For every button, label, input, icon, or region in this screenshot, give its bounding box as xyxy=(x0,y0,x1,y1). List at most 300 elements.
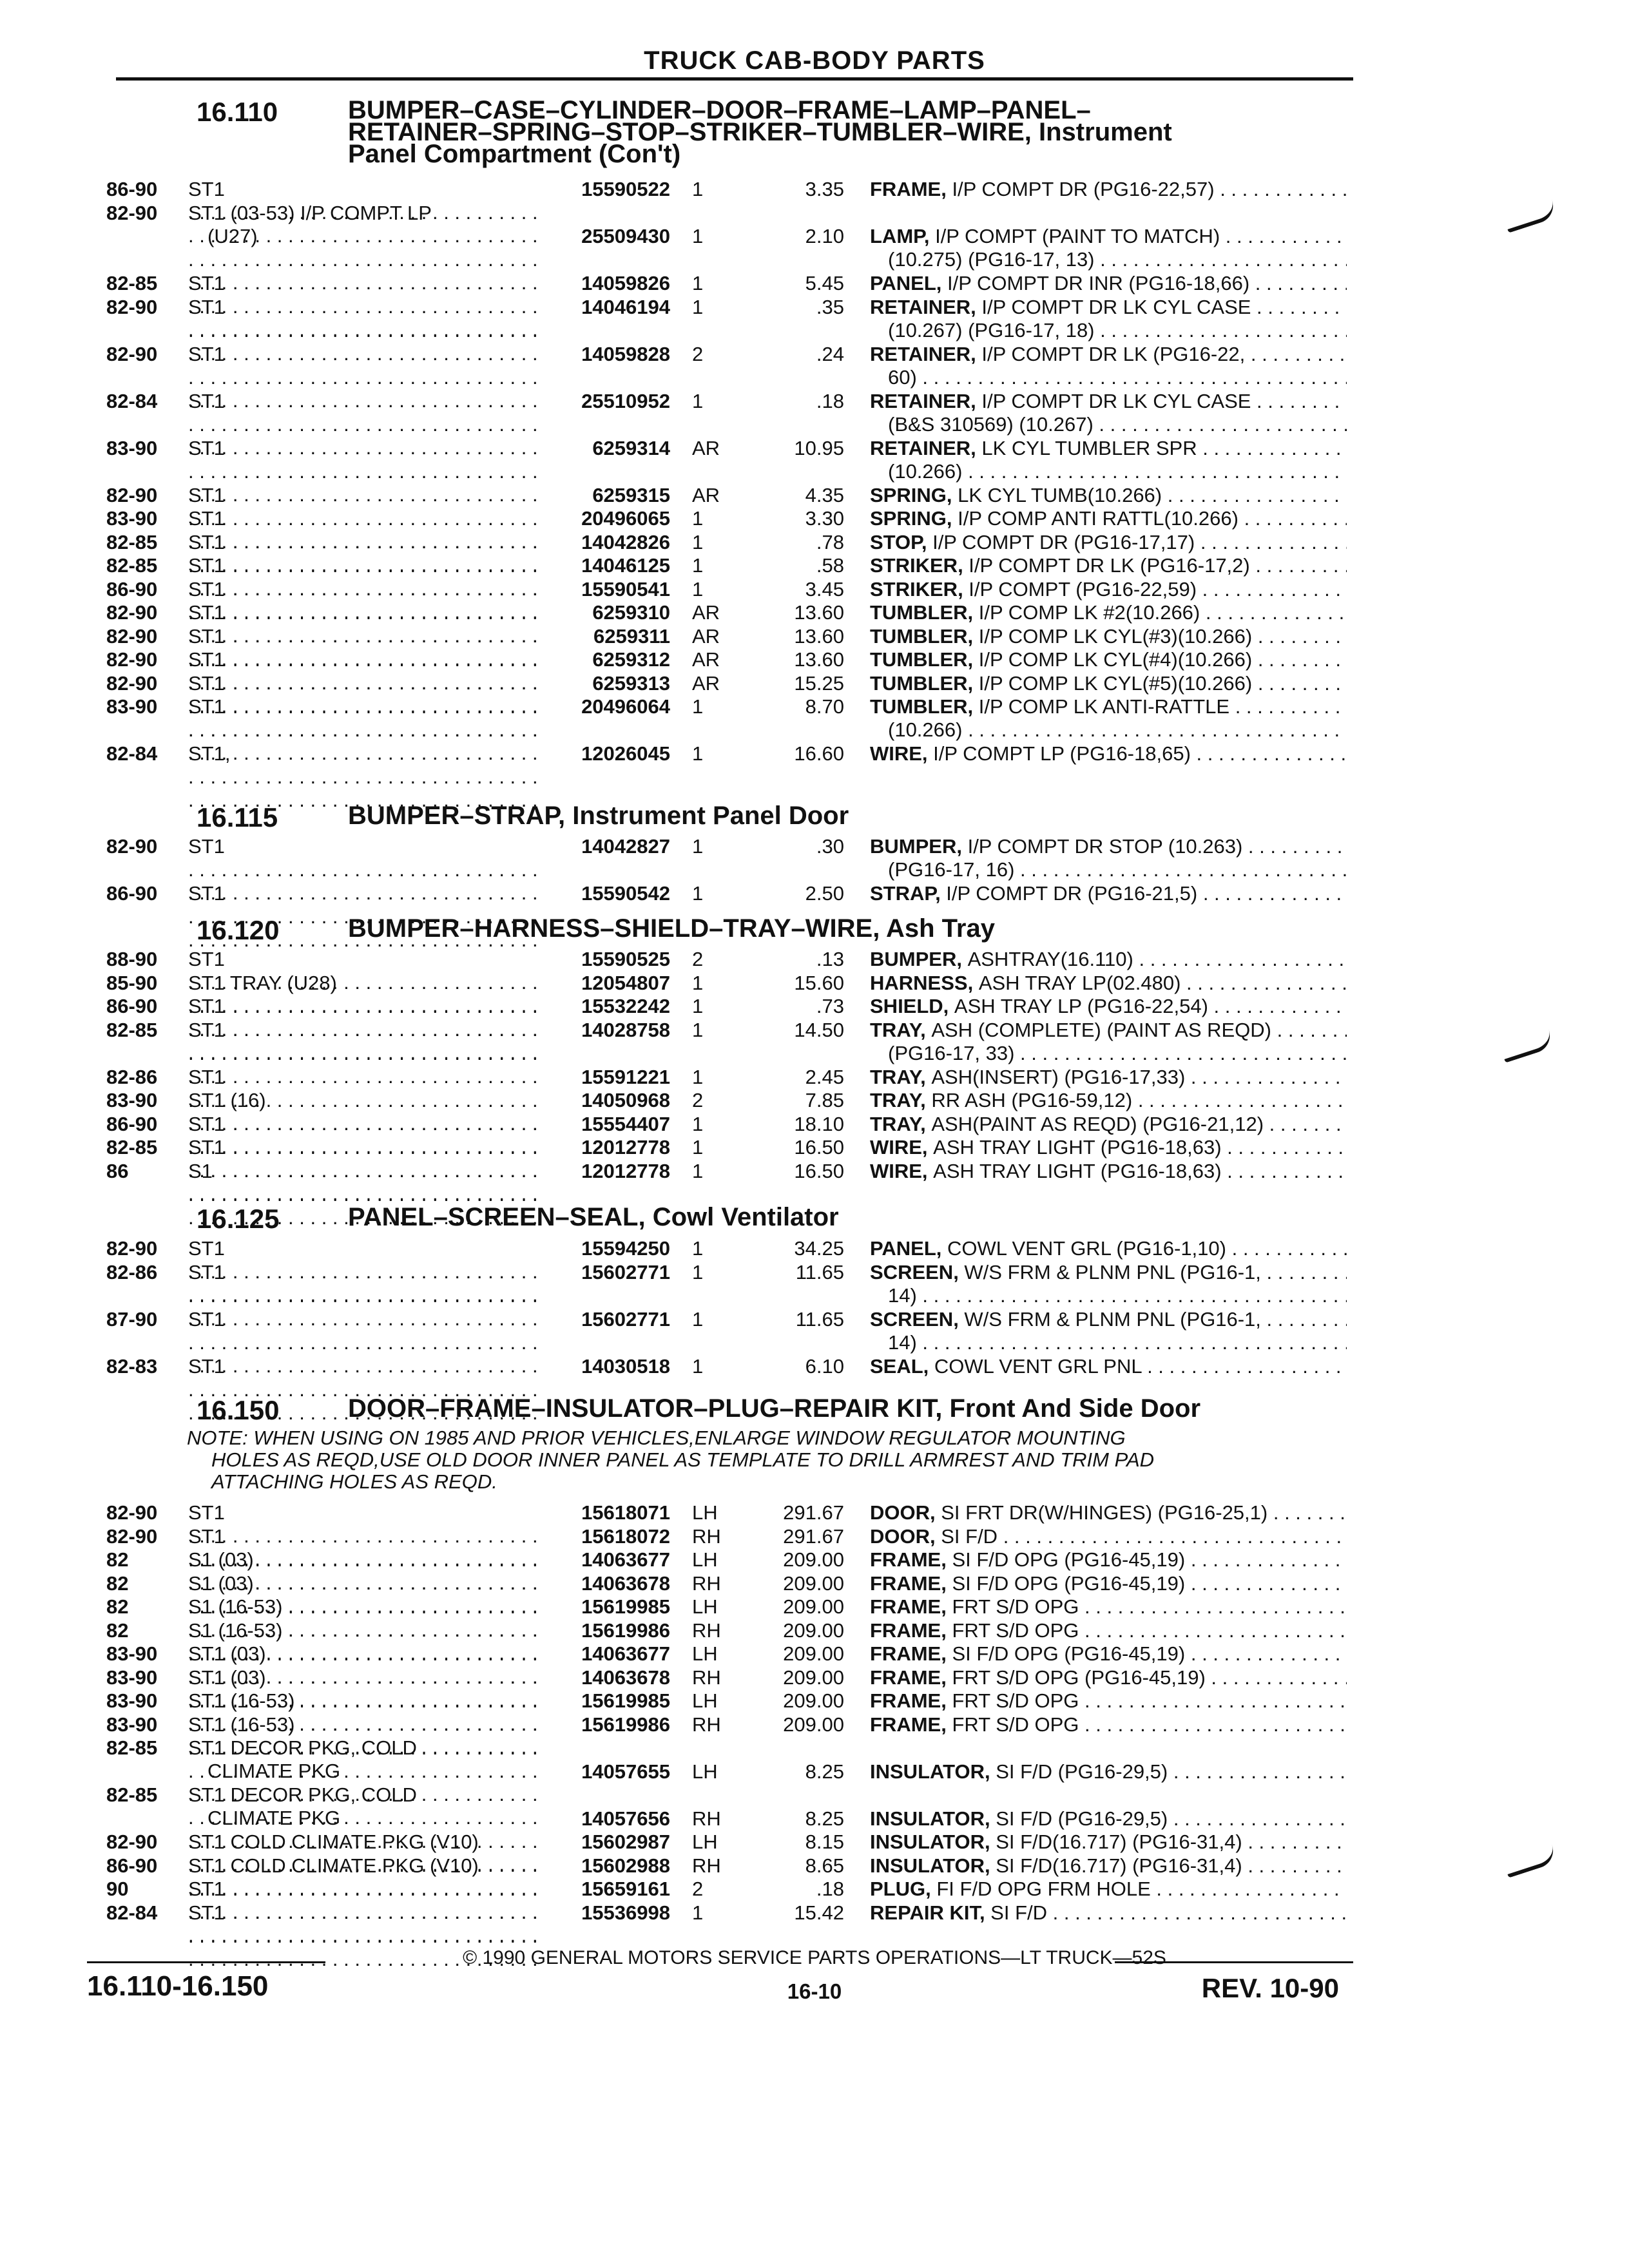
serial-line: ST1 xyxy=(188,648,225,671)
part-number: 20496064 xyxy=(548,695,670,718)
serial-line: ST1 xyxy=(188,389,225,412)
part-description xyxy=(870,1878,1347,1901)
quantity: AR xyxy=(692,601,720,624)
part-description xyxy=(870,1019,1347,1065)
quantity: LH xyxy=(692,1831,718,1853)
unit-price: .18 xyxy=(816,389,844,412)
quantity: LH xyxy=(692,1642,718,1665)
part-row xyxy=(0,201,1629,271)
part-row xyxy=(0,390,1629,437)
quantity: RH xyxy=(692,1571,721,1595)
part-row xyxy=(0,1237,1629,1261)
model-years: 82-85 xyxy=(106,554,158,577)
note-line: ATTACHING HOLES AS REQD. xyxy=(211,1470,497,1493)
part-description xyxy=(870,1160,1347,1183)
part-name: TUMBLER, xyxy=(870,671,979,695)
model-years: 82-83 xyxy=(106,1354,158,1378)
part-name: FRAME, xyxy=(870,1548,952,1571)
unit-price: 2.50 xyxy=(805,882,844,905)
unit-price: 13.60 xyxy=(794,624,844,648)
part-number: 15659161 xyxy=(548,1878,670,1901)
quantity: 1 xyxy=(692,389,704,412)
serial-line: CLIMATE PKG xyxy=(207,1760,341,1782)
unit-price: 209.00 xyxy=(783,1571,844,1595)
part-row xyxy=(0,1713,1629,1737)
part-number: 14050968 xyxy=(548,1089,670,1112)
unit-price: 3.35 xyxy=(805,178,844,200)
description-line: 14) . . . xyxy=(870,1331,1347,1354)
unit-price: 209.00 xyxy=(783,1642,844,1665)
description-line: PANEL, COWL VENT GRL (PG16-1,10) . . . xyxy=(870,1237,1347,1260)
part-number: 15618072 xyxy=(548,1525,670,1548)
model-years: 82-85 xyxy=(106,1736,158,1759)
unit-price: 2.10 xyxy=(805,225,844,247)
part-number: 15594250 xyxy=(548,1237,670,1260)
description-line: TRAY, RR ASH (PG16-59,12) . . . xyxy=(870,1089,1347,1112)
description-line: INSULATOR, SI F/D(16.717) (PG16-31,4) . . . xyxy=(870,1831,1347,1854)
part-number: 14063677 xyxy=(548,1548,670,1571)
serial-line: ST1 DECOR PKG, COLD xyxy=(188,1783,417,1806)
quantity: 1 xyxy=(692,225,704,247)
description-line: WIRE, I/P COMPT LP (PG16-18,65) . . . xyxy=(870,742,1347,765)
part-description xyxy=(870,1760,1347,1783)
part-row xyxy=(0,995,1629,1019)
part-number: 25509430 xyxy=(548,225,670,248)
description-line: SEAL, COWL VENT GRL PNL . . . xyxy=(870,1355,1347,1378)
description-line: (10.266) . . . xyxy=(870,718,1347,742)
part-number: 12054807 xyxy=(548,972,670,995)
part-description xyxy=(870,1666,1347,1689)
serial-line: ST1 xyxy=(188,178,225,200)
serial-line: S1 (03) xyxy=(188,1571,254,1595)
unit-price: 6.10 xyxy=(805,1354,844,1378)
serial-line: ST1 xyxy=(188,342,225,365)
quantity: 2 xyxy=(692,1878,704,1900)
serial-line: ST1 (03) xyxy=(188,1642,266,1665)
serial-line: ST1 xyxy=(188,1112,225,1135)
part-name: TUMBLER, xyxy=(870,601,979,624)
serial-line: S1 xyxy=(188,1159,213,1182)
serial-line: ST1 xyxy=(188,1354,225,1378)
part-description xyxy=(870,554,1347,577)
model-years: 82-90 xyxy=(106,1237,158,1260)
description-line: 14) . . . xyxy=(870,1284,1347,1307)
part-row xyxy=(0,672,1629,696)
unit-price: .58 xyxy=(816,554,844,577)
part-number: 14057655 xyxy=(548,1760,670,1783)
part-number: 15602771 xyxy=(548,1308,670,1331)
part-row xyxy=(0,296,1629,343)
part-description xyxy=(870,1854,1347,1878)
quantity: 1 xyxy=(692,554,704,577)
part-row xyxy=(0,1783,1629,1831)
part-name: TRAY, xyxy=(870,1065,932,1088)
note-line: HOLES AS REQD,USE OLD DOOR INNER PANEL AS TEMPLATE TO DRILL ARMREST AND TRIM PAD xyxy=(211,1448,1155,1471)
model-years: 83-90 xyxy=(106,1089,158,1111)
part-row xyxy=(0,1501,1629,1525)
unit-price: 18.10 xyxy=(794,1112,844,1135)
quantity: 1 xyxy=(692,1901,704,1924)
unit-price: .18 xyxy=(816,1878,844,1900)
page-header-title: TRUCK CAB-BODY PARTS xyxy=(644,46,985,75)
unit-price: 8.25 xyxy=(805,1760,844,1783)
page-number: 16-10 xyxy=(787,1979,842,2003)
description-line: TUMBLER, I/P COMP LK CYL(#3)(10.266) . . . xyxy=(870,625,1347,648)
part-number: 14063678 xyxy=(548,1666,670,1689)
part-row xyxy=(0,343,1629,390)
serial-line: ST1 xyxy=(188,695,225,718)
description-line: STRIKER, I/P COMPT (PG16-22,59) . . . xyxy=(870,578,1347,601)
part-name: DOOR, xyxy=(870,1524,941,1548)
section-title xyxy=(348,802,849,830)
description-line: FRAME, SI F/D OPG (PG16-45,19) . . . xyxy=(870,1548,1347,1571)
description-line: RETAINER, I/P COMPT DR LK (PG16-22, . . . xyxy=(870,343,1347,366)
part-name: STRIKER, xyxy=(870,554,969,577)
part-description xyxy=(870,225,1347,271)
part-number: 15590522 xyxy=(548,178,670,201)
serial-line: ST1 (16-53) xyxy=(188,1689,295,1712)
part-row xyxy=(0,1878,1629,1901)
part-number: 6259314 xyxy=(548,437,670,460)
revision-label: REV. 10-90 xyxy=(1201,1973,1339,2003)
part-name: INSULATOR, xyxy=(870,1760,996,1783)
part-row xyxy=(0,625,1629,649)
part-name: TRAY, xyxy=(870,1018,932,1041)
model-years: 86-90 xyxy=(106,1854,158,1877)
part-description xyxy=(870,343,1347,389)
part-name: RETAINER, xyxy=(870,342,982,365)
unit-price: 11.65 xyxy=(795,1260,844,1283)
part-description xyxy=(870,1261,1347,1307)
quantity: 1 xyxy=(692,178,704,200)
part-number: 15619986 xyxy=(548,1713,670,1736)
unit-price: .30 xyxy=(816,835,844,858)
serial-line: ST1 xyxy=(188,530,225,553)
part-description xyxy=(870,882,1347,905)
quantity: RH xyxy=(692,1619,721,1642)
description-line: TRAY, ASH(INSERT) (PG16-17,33) . . . xyxy=(870,1066,1347,1089)
part-number: 14063678 xyxy=(548,1572,670,1595)
part-name: FRAME, xyxy=(870,1689,952,1712)
description-line: (10.275) (PG16-17, 13) . . . xyxy=(870,248,1347,271)
part-row xyxy=(0,742,1629,766)
serial-line: ST1 xyxy=(188,948,225,970)
part-row xyxy=(0,1642,1629,1666)
part-name: PANEL, xyxy=(870,272,947,294)
section-note xyxy=(187,1427,1379,1493)
unit-price: 209.00 xyxy=(783,1713,844,1736)
serial-line: ST1 xyxy=(188,1501,225,1524)
part-description xyxy=(870,601,1347,624)
description-line: FRAME, SI F/D OPG (PG16-45,19) . . . xyxy=(870,1572,1347,1595)
unit-price: 13.60 xyxy=(794,601,844,624)
model-years: 82-85 xyxy=(106,530,158,553)
part-row xyxy=(0,1136,1629,1160)
model-years: 83-90 xyxy=(106,1666,158,1689)
serial-line: ST1 (16-53) xyxy=(188,1713,295,1736)
part-number: 6259310 xyxy=(548,601,670,624)
description-line: FRAME, SI F/D OPG (PG16-45,19) . . . xyxy=(870,1642,1347,1666)
part-number: 15619985 xyxy=(548,1595,670,1619)
part-name: SPRING, xyxy=(870,507,958,530)
quantity: RH xyxy=(692,1713,721,1736)
description-line: (10.266) . . . xyxy=(870,460,1347,483)
model-years: 82-90 xyxy=(106,1831,158,1853)
part-row xyxy=(0,1901,1629,1925)
part-name: REPAIR KIT, xyxy=(870,1901,991,1924)
section-title xyxy=(348,914,995,943)
model-years: 82-84 xyxy=(106,389,158,412)
serial-line: ST1 xyxy=(188,436,225,459)
model-years: 82 xyxy=(106,1619,129,1642)
model-years: 82-85 xyxy=(106,1136,158,1158)
model-years: 82-85 xyxy=(106,1018,158,1041)
part-number: 14042827 xyxy=(548,835,670,858)
part-name: PLUG, xyxy=(870,1878,937,1900)
part-description xyxy=(870,507,1347,530)
quantity: 2 xyxy=(692,1089,704,1111)
section-title-line: PANEL–SCREEN–SEAL, Cowl Ventilator xyxy=(348,1203,839,1231)
part-number: 12012778 xyxy=(548,1136,670,1159)
serial-line: ST1 xyxy=(188,671,225,695)
part-row xyxy=(0,1525,1629,1549)
serial-line: ST1 COLD CLIMATE PKG (V10) xyxy=(188,1831,479,1853)
part-row xyxy=(0,1019,1629,1066)
unit-price: 209.00 xyxy=(783,1619,844,1642)
part-number: 6259315 xyxy=(548,484,670,507)
part-row xyxy=(0,972,1629,995)
description-line: HARNESS, ASH TRAY LP(02.480) . . . xyxy=(870,972,1347,995)
part-row xyxy=(0,1666,1629,1690)
unit-price: 4.35 xyxy=(805,483,844,506)
unit-price: 291.67 xyxy=(783,1501,844,1524)
description-line: (PG16-17, 16) . . . xyxy=(870,858,1347,881)
quantity: 1 xyxy=(692,1136,704,1158)
section-title-line: RETAINER–SPRING–STOP–STRIKER–TUMBLER–WIRE, Instrument xyxy=(348,118,1172,146)
unit-price: 8.25 xyxy=(805,1807,844,1830)
serial-line: ST1 xyxy=(188,882,225,905)
serial-line: ST1 xyxy=(188,483,225,506)
model-years: 83-90 xyxy=(106,1642,158,1665)
part-name: INSULATOR, xyxy=(870,1831,996,1853)
description-line: LAMP, I/P COMPT (PAINT TO MATCH) . . . xyxy=(870,225,1347,248)
part-row xyxy=(0,695,1629,742)
unit-price: .13 xyxy=(816,948,844,970)
description-line: FRAME, FRT S/D OPG . . . xyxy=(870,1689,1347,1713)
model-years: 82-90 xyxy=(106,483,158,506)
quantity: LH xyxy=(692,1760,718,1783)
section-title-line: Panel Compartment (Con't) xyxy=(348,140,681,168)
part-description xyxy=(870,742,1347,765)
quantity: LH xyxy=(692,1595,718,1618)
part-description xyxy=(870,625,1347,648)
quantity: 1 xyxy=(692,1159,704,1182)
serial-line: S1 (03) xyxy=(188,1548,254,1571)
model-years: 82-90 xyxy=(106,295,158,318)
part-name: STOP, xyxy=(870,530,933,553)
unit-price: 15.25 xyxy=(794,671,844,695)
part-description xyxy=(870,296,1347,342)
quantity: 1 xyxy=(692,530,704,553)
part-number: 15602771 xyxy=(548,1261,670,1284)
part-number: 25510952 xyxy=(548,390,670,413)
part-description xyxy=(870,1807,1347,1831)
part-number: 15591221 xyxy=(548,1066,670,1089)
quantity: RH xyxy=(692,1524,721,1548)
part-number: 12012778 xyxy=(548,1160,670,1183)
unit-price: .35 xyxy=(816,295,844,318)
part-description xyxy=(870,578,1347,601)
quantity: 1 xyxy=(692,835,704,858)
description-line: FRAME, I/P COMPT DR (PG16-22,57) . . . xyxy=(870,178,1347,201)
description-line: WIRE, ASH TRAY LIGHT (PG16-18,63) . . . xyxy=(870,1160,1347,1183)
part-number: 15532242 xyxy=(548,995,670,1018)
model-years: 82 xyxy=(106,1595,129,1618)
description-line: PLUG, FI F/D OPG FRM HOLE . . . xyxy=(870,1878,1347,1901)
serial-line: ST1 xyxy=(188,1307,225,1331)
unit-price: 209.00 xyxy=(783,1689,844,1712)
part-row xyxy=(0,484,1629,508)
part-name: TRAY, xyxy=(870,1112,932,1135)
serial-line: ST1 (03) xyxy=(188,1666,266,1689)
part-description xyxy=(870,390,1347,436)
serial-line: ST1 xyxy=(188,1136,225,1158)
model-years: 82-90 xyxy=(106,1524,158,1548)
description-line: TRAY, ASH(PAINT AS REQD) (PG16-21,12) . . . xyxy=(870,1113,1347,1136)
part-name: TUMBLER, xyxy=(870,648,979,671)
part-name: STRIKER, xyxy=(870,577,969,601)
part-row xyxy=(0,835,1629,882)
quantity: 1 xyxy=(692,1112,704,1135)
part-row xyxy=(0,1089,1629,1113)
copyright-notice: © 1990 GENERAL MOTORS SERVICE PARTS OPERATIONS—LT TRUCK—52S xyxy=(463,1947,1166,1968)
part-number: 12026045 xyxy=(548,742,670,765)
quantity: 1 xyxy=(692,295,704,318)
model-years: 82-84 xyxy=(106,1901,158,1924)
part-number: 15590541 xyxy=(548,578,670,601)
unit-price: 5.45 xyxy=(805,272,844,294)
model-years: 82-90 xyxy=(106,601,158,624)
serial-line: ST1 xyxy=(188,624,225,648)
part-number: 6259311 xyxy=(548,625,670,648)
part-row xyxy=(0,1355,1629,1379)
part-number: 14042826 xyxy=(548,531,670,554)
unit-price: .24 xyxy=(816,342,844,365)
serial-line: ST1, xyxy=(188,742,231,765)
description-line: (PG16-17, 33) . . . xyxy=(870,1042,1347,1065)
part-row xyxy=(0,1066,1629,1090)
part-description xyxy=(870,1355,1347,1378)
part-description xyxy=(870,1901,1347,1925)
description-line: SCREEN, W/S FRM & PLNM PNL (PG16-1, . . . xyxy=(870,1261,1347,1284)
unit-price: 11.65 xyxy=(795,1307,844,1331)
serial-line: ST1 xyxy=(188,295,225,318)
model-years: 85-90 xyxy=(106,971,158,994)
part-description xyxy=(870,972,1347,995)
part-row xyxy=(0,1736,1629,1783)
part-description xyxy=(870,437,1347,483)
part-name: PANEL, xyxy=(870,1237,947,1260)
unit-price: 15.42 xyxy=(794,1901,844,1924)
quantity: 1 xyxy=(692,1065,704,1088)
serial-line: ST1 xyxy=(188,1260,225,1283)
model-years: 82-90 xyxy=(106,835,158,858)
part-number: 14028758 xyxy=(548,1019,670,1042)
serial-line: ST1 xyxy=(188,1237,225,1260)
part-row xyxy=(0,1261,1629,1308)
model-years: 82-90 xyxy=(106,342,158,365)
unit-price: 15.60 xyxy=(794,971,844,994)
part-name: TRAY, xyxy=(870,1089,932,1111)
unit-price: 209.00 xyxy=(783,1666,844,1689)
part-description xyxy=(870,531,1347,554)
description-line: TUMBLER, I/P COMP LK CYL(#4)(10.266) . . . xyxy=(870,648,1347,671)
unit-price: 2.45 xyxy=(805,1065,844,1088)
part-number: 20496065 xyxy=(548,507,670,530)
model-years: 86-90 xyxy=(106,178,158,200)
part-number: 14059826 xyxy=(548,272,670,295)
part-row xyxy=(0,272,1629,296)
description-line: FRAME, FRT S/D OPG . . . xyxy=(870,1595,1347,1619)
model-years: 87-90 xyxy=(106,1307,158,1331)
description-line: (B&S 310569) (10.267) . . . xyxy=(870,413,1347,436)
part-name: RETAINER, xyxy=(870,436,982,459)
part-name: FRAME, xyxy=(870,1713,952,1736)
part-description xyxy=(870,1642,1347,1666)
section-title xyxy=(348,1203,839,1231)
serial-line: ST1 xyxy=(188,507,225,530)
model-years: 83-90 xyxy=(106,695,158,718)
part-row xyxy=(0,531,1629,555)
part-name: LAMP, xyxy=(870,225,936,247)
model-years: 86-90 xyxy=(106,577,158,601)
quantity: 1 xyxy=(692,507,704,530)
part-name: FRAME, xyxy=(870,1619,952,1642)
unit-price: 10.95 xyxy=(794,436,844,459)
model-years: 82-86 xyxy=(106,1260,158,1283)
unit-price: 209.00 xyxy=(783,1595,844,1618)
part-description xyxy=(870,672,1347,695)
quantity: AR xyxy=(692,436,720,459)
part-number: 14046194 xyxy=(548,296,670,319)
part-name: RETAINER, xyxy=(870,389,982,412)
description-line: TUMBLER, I/P COMP LK CYL(#5)(10.266) . . . xyxy=(870,672,1347,695)
part-description xyxy=(870,1136,1347,1159)
description-line: SCREEN, W/S FRM & PLNM PNL (PG16-1, . . . xyxy=(870,1308,1347,1331)
quantity: 1 xyxy=(692,1307,704,1331)
part-number: 6259312 xyxy=(548,648,670,671)
serial-line: S1 (16-53) xyxy=(188,1595,283,1618)
quantity: LH xyxy=(692,1548,718,1571)
part-number: 14057656 xyxy=(548,1807,670,1831)
description-line: TUMBLER, I/P COMP LK #2(10.266) . . . xyxy=(870,601,1347,624)
part-row xyxy=(0,437,1629,484)
part-name: SEAL, xyxy=(870,1354,934,1378)
unit-price: 13.60 xyxy=(794,648,844,671)
part-row xyxy=(0,1854,1629,1878)
description-line: BUMPER, ASHTRAY(16.110) . . . xyxy=(870,948,1347,971)
description-line: SPRING, I/P COMP ANTI RATTL(10.266) . . . xyxy=(870,507,1347,530)
model-years: 83-90 xyxy=(106,1713,158,1736)
part-description xyxy=(870,1619,1347,1642)
part-number: 15536998 xyxy=(548,1901,670,1925)
part-number: 6259313 xyxy=(548,672,670,695)
part-number: 15602987 xyxy=(548,1831,670,1854)
part-description xyxy=(870,1525,1347,1548)
part-row xyxy=(0,578,1629,602)
part-name: DOOR, xyxy=(870,1501,941,1524)
part-description xyxy=(870,648,1347,671)
